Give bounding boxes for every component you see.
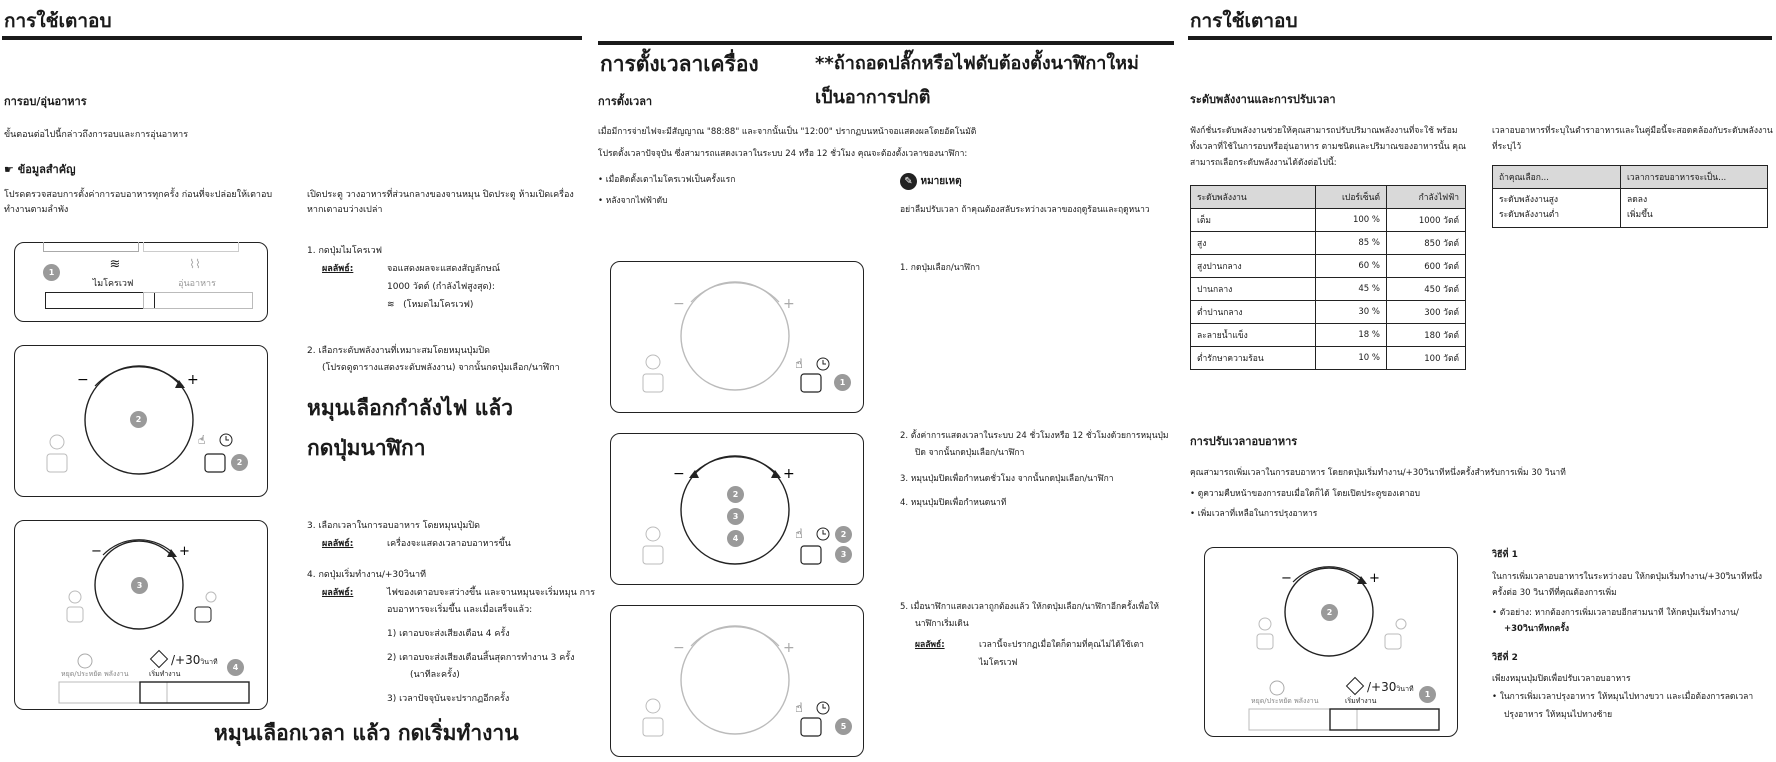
table-row: สูงปานกลาง 60 % 600 วัตต์: [1191, 255, 1466, 278]
important-label: ข้อมูลสำคัญ: [17, 163, 76, 176]
table-row: ปานกลาง 45 % 450 วัตต์: [1191, 278, 1466, 301]
start-button-label: เริ่มทำงาน: [1345, 697, 1377, 705]
method2-heading: วิธีที่ 2: [1492, 653, 1518, 663]
control-panel-adjust: [1204, 547, 1458, 737]
clock-step2: 2. ตั้งค่าการแสดงเวลาในระบบ 24 ชั่วโมงหรือ 12 ชั่วโมงด้วยการหมุนปุ่ม: [900, 431, 1169, 441]
middle-title-rule: [598, 41, 1174, 45]
step-badge: 1: [834, 374, 851, 391]
method1-example-line2: +30วินาทีหกครั้ง: [1504, 624, 1570, 634]
important-heading: [4, 160, 75, 178]
step1-text: 1. กดปุ่มไมโครเวฟ: [307, 246, 383, 256]
control-panel-microwave: [14, 242, 268, 322]
power-level-table: [1190, 185, 1466, 370]
clock-step1: 1. กดปุ่มเลือก/นาฬิกา: [900, 263, 981, 273]
step1-result-line3: ≋ (โหมดไมโครเวฟ): [387, 300, 474, 310]
step4-item2-line2: (นาทีละครั้ง): [410, 670, 460, 680]
table-header-cell: เปอร์เซ็นต์: [1316, 186, 1387, 209]
step-badge: 2: [835, 526, 852, 543]
stop-button-label: หยุด/ประหยัด พลังงาน: [1251, 697, 1319, 705]
step1-result: ผลลัพธ์: จอแสดงผลจะแสดงสัญลักษณ์: [322, 264, 501, 274]
plus30-label: /+30วินาที: [1367, 680, 1414, 694]
handwritten-note-normal: เป็นอาการปกติ: [815, 87, 931, 108]
svg-text:−: −: [673, 466, 685, 482]
table-header-row: [1191, 186, 1466, 209]
svg-text:+: +: [783, 466, 795, 482]
table-header-cell: กำลังไฟฟ้า: [1387, 186, 1466, 209]
clock-step5-result-line2: ไมโครเวฟ: [979, 658, 1018, 668]
right-title-rule: [1188, 36, 1772, 40]
power-para-line1: ฟังก์ชั่นระดับพลังงานช่วยให้คุณสามารถปรับปริมาณพลังงานที่จะใช้ พร้อม: [1190, 126, 1458, 136]
control-panel-dial-time: [14, 520, 268, 710]
plus30-label: /+30วินาที: [171, 653, 218, 667]
middle-page-title: การตั้งเวลาเครื่อง: [600, 52, 759, 76]
step2-text: 2. เลือกระดับพลังงานที่เหมาะสมโดยหมุนปุ่มปิด: [307, 346, 490, 356]
step-badge: 1: [43, 264, 60, 281]
reheat-button[interactable]: [143, 292, 253, 309]
svg-text:−: −: [77, 372, 89, 388]
table-header-cell: ระดับพลังงาน: [1191, 186, 1316, 209]
step-badge: 4: [727, 530, 744, 547]
svg-text:☝: ☝: [795, 701, 803, 716]
svg-text:−: −: [673, 640, 685, 656]
step4-item3: 3) เวลาปัจจุบันจะปรากฏอีกครั้ง: [387, 694, 510, 704]
step3-text: 3. เลือกเวลาในการอบอาหาร โดยหมุนปุ่มปิด: [307, 521, 480, 531]
handwritten-note-clock: กดปุ่มนาฬิกา: [307, 436, 426, 460]
svg-text:−: −: [1281, 571, 1292, 586]
microwave-mode-icon: ≋: [387, 300, 395, 310]
note-text: อย่าลืมปรับเวลา ถ้าคุณต้องสลับระหว่างเวลาของฤดูร้อนและฤดูหนาว: [900, 205, 1150, 215]
svg-text:+: +: [1369, 571, 1380, 586]
clock-step3: 3. หมุนปุ่มปิดเพื่อกำหนดชั่วโมง จากนั้นกดปุ่มเลือก/นาฬิกา: [900, 474, 1114, 484]
time-adjust-table: [1492, 165, 1768, 228]
left-intro-text: ขั้นตอนต่อไปนี้กล่าวถึงการอบและการอุ่นอาหาร: [4, 130, 189, 140]
step-badge: 2: [130, 411, 147, 428]
step3-result: ผลลัพธ์: เครื่องจะแสดงเวลาอบอาหารขึ้น: [322, 539, 511, 549]
clock-step5: 5. เมื่อนาฬิกาแสดงเวลาถูกต้องแล้ว ให้กดปุ่มเลือก/นาฬิกาอีกครั้งเพื่อให้: [900, 602, 1159, 612]
step4-result-line2: อบอาหารจะเริ่มขึ้น และเมื่อเสร็จแล้ว:: [387, 605, 533, 615]
step4-text: 4. กดปุ่มเริ่มทำงาน/+30วินาที: [307, 570, 427, 580]
step-badge: 2: [727, 486, 744, 503]
method1-example: • ตัวอย่าง: หากต้องการเพิ่มเวลาอบอีกสามนาที ให้กดปุ่มเริ่มทำงาน/: [1492, 606, 1739, 621]
dial-diagram: [611, 606, 865, 758]
step-badge: 3: [131, 577, 148, 594]
left-title-rule: [2, 36, 582, 40]
method1-line1: ในการเพิ่มเวลาอบอาหารในระหว่างอบ ให้กดปุ่มเริ่มทำงาน/+30วินาทีหนึ่ง: [1492, 572, 1763, 582]
power-para-line2: ทั้งเวลาที่ใช้ในการอบหรืออุ่นอาหาร ตามชนิดและปริมาณของอาหารนั้น คุณ: [1190, 142, 1466, 152]
reheat-button-label: อุ่นอาหาร: [178, 279, 216, 289]
dial-diagram: [15, 521, 269, 711]
table-row: สูง 85 % 850 วัตต์: [1191, 232, 1466, 255]
method1-heading: วิธีที่ 1: [1492, 550, 1518, 560]
adjust-bullet1: • ดูความคืบหน้าของการอบเมื่อใดก็ได้ โดยเปิดประตูของเตาอบ: [1190, 487, 1420, 502]
middle-section-heading: การตั้งเวลา: [598, 95, 653, 108]
note-icon: ✎: [900, 173, 917, 190]
method1-line2: ครั้งต่อ 30 วินาทีที่คุณต้องการเพิ่ม: [1492, 588, 1617, 598]
step-badge: 2: [1321, 604, 1338, 621]
step-badge: 2: [231, 454, 248, 471]
door-instruction-text: เปิดประตู วางอาหารที่ส่วนกลางของจานหมุน ปิดประตู ห้ามเปิดเครื่อง หากเตาอบว่างเปล่า: [307, 190, 574, 215]
step4-item1: 1) เตาอบจะส่งเสียงเตือน 4 ครั้ง: [387, 629, 510, 639]
power-section-heading: ระดับพลังงานและการปรับเวลา: [1190, 93, 1336, 106]
step-badge: 1: [1419, 686, 1436, 703]
power-para-line3: สามารถเลือกระดับพลังงานได้ดังต่อไปนี้:: [1190, 158, 1337, 168]
middle-para1: เมื่อมีการจ่ายไฟจะมีสัญญาณ "88:88" และจากนั้นเป็น "12:00" ปรากฏบนหน้าจอแสดงผลโดยอัตโนมัติ: [598, 127, 977, 137]
hand-pointer-icon: ☛: [4, 163, 14, 176]
svg-text:☝: ☝: [198, 433, 206, 447]
important-text: โปรดตรวจสอบการตั้งค่าการอบอาหารทุกครั้ง ก่อนที่จะปล่อยให้เตาอบทำงานตามลำพัง: [4, 190, 273, 215]
svg-text:+: +: [179, 544, 190, 559]
middle-bullet2: • หลังจากไฟฟ้าดับ: [598, 194, 668, 209]
table-row: ละลายน้ำแข็ง 18 % 180 วัตต์: [1191, 324, 1466, 347]
clock-step5-result: ผลลัพธ์: เวลานี้จะปรากฏเมื่อใดก็ตามที่คุณไม่ได้ใช้เตา: [915, 640, 1144, 650]
adjust-para: คุณสามารถเพิ่มเวลาในการอบอาหาร โดยกดปุ่มเริ่มทำงาน/+30วินาทีหนึ่งครั้งสำหรับการเพิ่ม 30 วินาที: [1190, 468, 1566, 478]
reheat-steam-icon: ⌇⌇: [189, 257, 201, 271]
table-row: เต็ม 100 % 1000 วัตต์: [1191, 209, 1466, 232]
clock-panel-1: [610, 261, 864, 413]
table-row: ต่ำรักษาความร้อน 10 % 100 วัตต์: [1191, 347, 1466, 370]
table-row: ระดับพลังงานสูง ระดับพลังงานต่ำ ลดลง เพิ่มขึ้น: [1493, 189, 1768, 228]
handwritten-note-power: หมุนเลือกกำลังไฟ แล้ว: [307, 396, 513, 420]
table-row: ต่ำปานกลาง 30 % 300 วัตต์: [1191, 301, 1466, 324]
microwave-button-label: ไมโครเวฟ: [92, 279, 134, 289]
step4-result: ผลลัพธ์: ไฟของเตาอบจะสว่างขึ้น และจานหมุนจะเริ่มหมุน การ: [322, 588, 596, 598]
microwave-wave-icon: ≋: [109, 257, 121, 272]
clock-panel-3: [610, 605, 864, 757]
step4-item2: 2) เตาอบจะส่งเสียงเตือนสิ้นสุดการทำงาน 3 ครั้ง: [387, 653, 575, 663]
middle-bullet1: • เมื่อติดตั้งเตาไมโครเวฟเป็นครั้งแรก: [598, 173, 735, 188]
panel-button-outline: [143, 242, 239, 252]
clock-panel-2: [610, 433, 864, 585]
handwritten-note-time-start: หมุนเลือกเวลา แล้ว กดเริ่มทำงาน: [214, 721, 519, 745]
step-badge: 5: [835, 718, 852, 735]
dial-diagram: [611, 262, 865, 414]
handwritten-note-plug: **ถ้าถอดปลั๊กหรือไฟดับต้องตั้งนาฬิกาใหม่: [815, 53, 1139, 74]
table-header-row: ถ้าคุณเลือก... เวลาการอบอาหารจะเป็น...: [1493, 166, 1768, 189]
method2-line3: ปรุงอาหาร ให้หมุนไปทางซ้าย: [1504, 710, 1613, 720]
svg-text:☝: ☝: [795, 527, 803, 542]
microwave-button[interactable]: [45, 292, 155, 309]
step-badge: 3: [727, 508, 744, 525]
time-note-line2: ที่ระบุไว้: [1492, 142, 1522, 152]
dial-diagram: [1205, 548, 1459, 738]
method2-line2: • ในการเพิ่มเวลาปรุงอาหาร ให้หมุนไปทางขวา และเมื่อต้องการลดเวลา: [1492, 690, 1753, 705]
step-badge: 4: [227, 659, 244, 676]
time-note-line1: เวลาอบอาหารที่ระบุในตำราอาหารและในคู่มือนี้จะสอดคล้องกับระดับพลังงาน: [1492, 126, 1773, 136]
start-button-label: เริ่มทำงาน: [149, 670, 181, 678]
clock-step4: 4. หมุนปุ่มปิดเพื่อกำหนดนาที: [900, 498, 1007, 508]
note-heading: ✎ หมายเหตุ: [900, 173, 962, 190]
control-panel-dial-power: [14, 345, 268, 497]
method2-line1: เพียงหมุนปุ่มปิดเพื่อปรับเวลาอบอาหาร: [1492, 674, 1631, 684]
svg-text:+: +: [783, 296, 795, 312]
stop-button-label: หยุด/ประหยัด พลังงาน: [61, 670, 129, 678]
clock-step2-line2: ปิด จากนั้นกดปุ่มเลือก/นาฬิกา: [915, 448, 1025, 458]
middle-para2: โปรดตั้งเวลาปัจจุบัน ซึ่งสามารถแสดงเวลาในระบบ 24 หรือ 12 ชั่วโมง คุณจะต้องตั้งเวลาของนาฬิกา:: [598, 149, 968, 159]
svg-text:−: −: [673, 296, 685, 312]
adjust-section-heading: การปรับเวลาอบอาหาร: [1190, 435, 1298, 448]
svg-text:+: +: [783, 640, 795, 656]
adjust-bullet2: • เพิ่มเวลาที่เหลือในการปรุงอาหาร: [1190, 507, 1317, 522]
svg-text:☝: ☝: [795, 357, 803, 372]
svg-text:−: −: [91, 544, 102, 559]
svg-text:+: +: [187, 372, 199, 388]
left-section-heading: การอบ/อุ่นอาหาร: [4, 95, 87, 108]
step2-text-line2: (โปรดดูตารางแสดงระดับพลังงาน) จากนั้นกดปุ่มเลือก/นาฬิกา: [322, 363, 560, 373]
right-page-title: การใช้เตาอบ: [1190, 10, 1298, 32]
clock-step5-line2: นาฬิกาเริ่มเดิน: [915, 619, 969, 629]
step1-result-line2: 1000 วัตต์ (กำลังไฟสูงสุด):: [387, 282, 495, 292]
left-page-title: การใช้เตาอบ: [4, 10, 112, 32]
panel-button-outline: [43, 242, 139, 252]
step-badge: 3: [835, 546, 852, 563]
